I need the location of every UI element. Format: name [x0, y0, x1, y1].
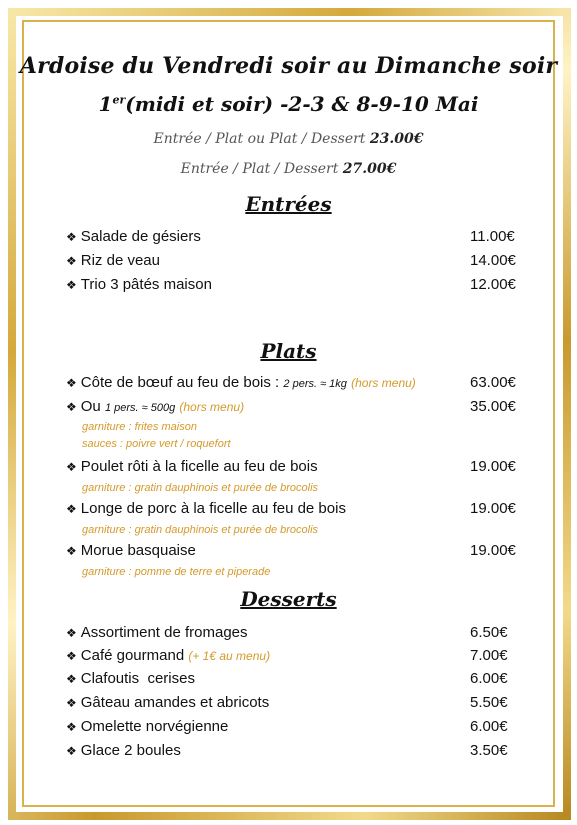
- garnish-note: garniture : frites maison: [82, 421, 197, 433]
- menu-item: ❖ Poulet rôti à la ficelle au feu de bois: [66, 458, 318, 475]
- garnish-note: garniture : gratin dauphinois et purée de brocolis: [82, 524, 319, 536]
- item-price: 5.50€: [470, 694, 508, 711]
- diamond-bullet-icon: ❖: [66, 649, 77, 663]
- diamond-bullet-icon: ❖: [66, 502, 77, 516]
- item-price: 63.00€: [470, 374, 516, 391]
- item-price: 19.00€: [470, 542, 516, 559]
- item-price: 35.00€: [470, 398, 516, 415]
- diamond-bullet-icon: ❖: [66, 400, 77, 414]
- diamond-bullet-icon: ❖: [66, 278, 77, 292]
- diamond-bullet-icon: ❖: [66, 230, 77, 244]
- item-price: 12.00€: [470, 276, 516, 293]
- menu-item: ❖ Trio 3 pâtés maison: [66, 276, 212, 293]
- menu-item: ❖ Salade de gésiers: [66, 228, 201, 245]
- menu-item: ❖ Morue basquaise: [66, 542, 196, 559]
- section-title-entrees: Entrées: [245, 192, 332, 216]
- menu-item: ❖ Omelette norvégienne: [66, 718, 229, 735]
- menu-subtitle: 1er(midi et soir) -2-3 & 8-9-10 Mai: [98, 92, 479, 116]
- diamond-bullet-icon: ❖: [66, 626, 77, 640]
- menu-item: ❖ Assortiment de fromages: [66, 624, 248, 641]
- item-price: 19.00€: [470, 458, 516, 475]
- menu-item: ❖ Glace 2 boules: [66, 742, 181, 759]
- menu-item: ❖ Ou 1 pers. ≈ 500g (hors menu): [66, 398, 245, 415]
- diamond-bullet-icon: ❖: [66, 672, 77, 686]
- diamond-bullet-icon: ❖: [66, 720, 77, 734]
- item-price: 11.00€: [470, 228, 515, 245]
- formula-1: Entrée / Plat ou Plat / Dessert 23.00€: [153, 131, 424, 147]
- diamond-bullet-icon: ❖: [66, 744, 77, 758]
- item-price: 14.00€: [470, 252, 516, 269]
- item-price: 7.00€: [470, 647, 508, 664]
- menu-item: ❖ Clafoutis cerises: [66, 670, 195, 687]
- item-price: 6.50€: [470, 624, 508, 641]
- menu-item: ❖ Gâteau amandes et abricots: [66, 694, 270, 711]
- formula-2: Entrée / Plat / Dessert 27.00€: [180, 161, 397, 177]
- menu-item: ❖ Café gourmand (+ 1€ au menu): [66, 647, 271, 664]
- item-price: 6.00€: [470, 718, 508, 735]
- section-title-desserts: Desserts: [240, 587, 337, 611]
- menu-item: ❖ Côte de bœuf au feu de bois : 2 pers. ≈ 1kg (hors menu): [66, 374, 416, 391]
- diamond-bullet-icon: ❖: [66, 254, 77, 268]
- menu-item: ❖ Riz de veau: [66, 252, 160, 269]
- item-price: 3.50€: [470, 742, 508, 759]
- item-price: 19.00€: [470, 500, 516, 517]
- diamond-bullet-icon: ❖: [66, 696, 77, 710]
- menu-title: Ardoise du Vendredi soir au Dimanche soir: [19, 53, 558, 79]
- diamond-bullet-icon: ❖: [66, 460, 77, 474]
- sauce-note: sauces : poivre vert / roquefort: [82, 438, 231, 450]
- section-title-plats: Plats: [260, 339, 317, 363]
- diamond-bullet-icon: ❖: [66, 544, 77, 558]
- garnish-note: garniture : pomme de terre et piperade: [82, 566, 271, 578]
- garnish-note: garniture : gratin dauphinois et purée de brocolis: [82, 482, 319, 494]
- diamond-bullet-icon: ❖: [66, 376, 77, 390]
- menu-item: ❖ Longe de porc à la ficelle au feu de bois: [66, 500, 346, 517]
- item-price: 6.00€: [470, 670, 508, 687]
